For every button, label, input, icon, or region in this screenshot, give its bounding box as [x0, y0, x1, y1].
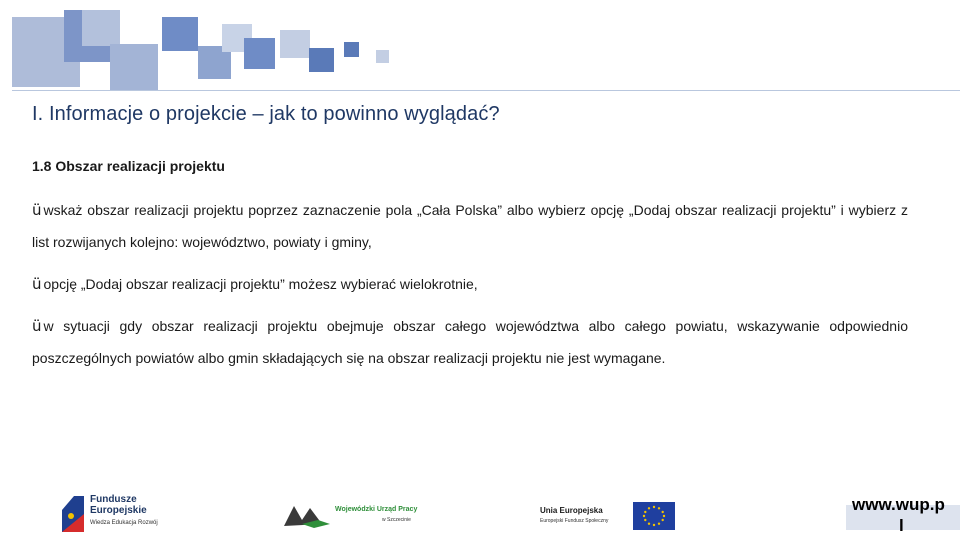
deco-square [244, 38, 275, 69]
deco-square [309, 48, 334, 72]
deco-square [110, 44, 158, 90]
logo-subtext: Europejski Fundusz Społeczny [540, 518, 609, 524]
logo-text: Wojewódzki Urząd Pracy [335, 506, 418, 513]
logo-text: Fundusze [90, 494, 137, 505]
unia-europejska-logo [540, 500, 680, 532]
logo-text: Europejskie [90, 505, 147, 516]
deco-square [376, 50, 389, 63]
fe-flag-icon [62, 496, 84, 532]
bullet-item [32, 194, 908, 258]
website-url-continuation[interactable]: l [899, 516, 904, 535]
bullet-text: opcję „Dodaj obszar realizacji projektu” możesz wybierać wielokrotnie, [43, 276, 478, 292]
bullet-text: w sytuacji gdy obszar realizacji projektu obejmuje obszar całego województwa albo całego powiatu, wskazywanie odpowiednio poszczególnych powiatów albo gmin składających się na obszar realizacji projektu nie jest wymagane. [32, 318, 908, 366]
bullet-item [32, 310, 908, 374]
website-url[interactable]: www.wup.p [852, 495, 945, 514]
eu-flag-icon [633, 502, 675, 530]
header-divider [12, 90, 960, 91]
fundusze-europejskie-logo [62, 492, 172, 534]
check-icon: ü [32, 275, 42, 293]
deco-square [280, 30, 310, 58]
bullet-text: wskaż obszar realizacji projektu poprzez zaznaczenie pola „Cała Polska” albo wybierz opcję „Dodaj obszar realizacji projektu” i wybierz z list rozwijanych kolejno: województwo, powiaty i gminy, [32, 202, 908, 250]
logo-subtext: Wiedza Edukacja Rozwój [90, 520, 158, 526]
check-icon: ü [32, 201, 42, 219]
section-subtitle: 1.8 Obszar realizacji projektu [32, 158, 225, 174]
bullet-item [32, 268, 908, 300]
logo-text: Unia Europejska [540, 506, 603, 515]
deco-square [82, 10, 120, 46]
logo-subtext: w Szczecinie [382, 517, 411, 523]
check-icon: ü [32, 317, 42, 335]
wup-mark-icon [282, 500, 330, 528]
wup-logo [282, 500, 432, 530]
slide-title: I. Informacje o projekcie – jak to powinno wyglądać? [32, 103, 500, 125]
deco-square [162, 17, 198, 51]
deco-square [344, 42, 359, 57]
